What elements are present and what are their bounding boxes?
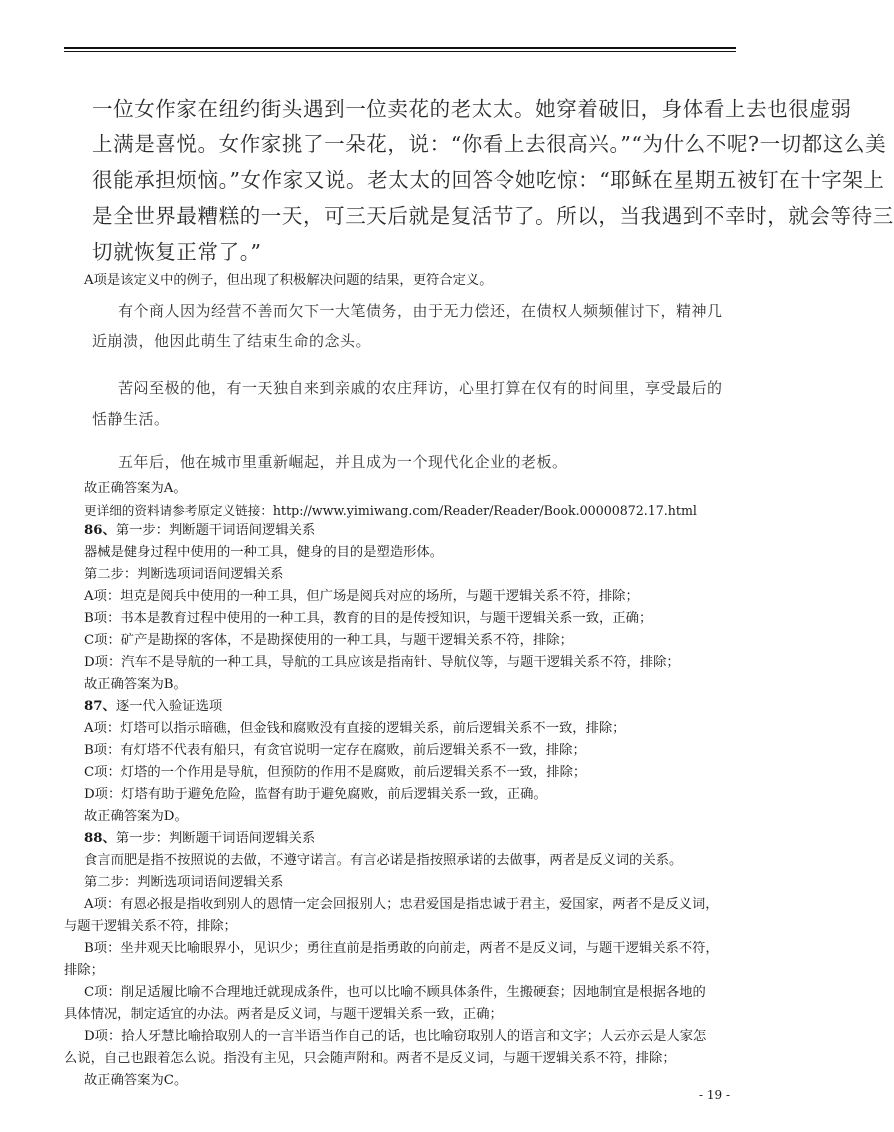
header-rule-bottom	[64, 51, 736, 52]
scan-story-line: 很能承担烦恼。”女作家又说。老太太的回答令她吃惊：“耶稣在星期五被钉在十字架上	[92, 168, 885, 192]
answer-line: 故正确答案为A。	[84, 481, 187, 496]
scan-story-line: 上满是喜悦。女作家挑了一朵花，说：“你看上去很高兴。”“为什么不呢?一切都这么美	[92, 132, 887, 156]
answer-line: 故正确答案为D。	[84, 809, 188, 824]
option-c: C项：矿产是勘探的客体，不是勘探使用的一种工具，与题干逻辑关系不符，排除；	[84, 633, 573, 648]
option-a-continued: 与题干逻辑关系不符，排除；	[64, 919, 237, 934]
step-heading: 第二步：判断选项词语间逻辑关系	[84, 567, 284, 582]
question-87-heading	[84, 696, 222, 718]
scan-story-line: 一位女作家在纽约街头遇到一位卖花的老太太。她穿着破旧，身体看上去也很虚弱	[92, 97, 852, 121]
option-a: A项：坦克是阅兵中使用的一种工具，但广场是阅兵对应的场所，与题干逻辑关系不符，排除；	[84, 589, 639, 604]
option-d-continued: 么说，自己也跟着怎么说。指没有主见，只会随声附和。两者不是反义词，与题干逻辑关系不符，排除；	[64, 1051, 676, 1066]
header-rule-top	[64, 47, 736, 49]
option-d: D项：汽车不是导航的一种工具，导航的工具应该是指南针、导航仪等，与题干逻辑关系不符，排除；	[84, 655, 680, 670]
answer-line: 故正确答案为B。	[84, 677, 187, 692]
note-option-a: A项是该定义中的例子，但出现了积极解决问题的结果，更符合定义。	[84, 273, 493, 288]
page-number: - 19 -	[698, 1088, 730, 1102]
option-d: D项：灯塔有助于避免危险，监督有助于避免腐败，前后逻辑关系一致，正确。	[84, 787, 547, 802]
answer-line: 故正确答案为C。	[84, 1073, 188, 1088]
scan-merchant-line: 苦闷至极的他，有一天独自来到亲戚的农庄拜访，心里打算在仅有的时间里，享受最后的	[118, 379, 723, 397]
scan-merchant-line: 有个商人因为经营不善而欠下一大笔债务，由于无力偿还，在债权人频频催讨下，精神几	[118, 302, 723, 320]
question-number: 87、	[84, 699, 116, 714]
question-number: 86、	[84, 523, 116, 538]
scan-story-line: 切就恢复正常了。”	[92, 240, 262, 264]
question-stem: 食言而肥是指不按照说的去做，不遵守诺言。有言必诺是指按照承诺的去做事，两者是反义词的关系。	[84, 853, 683, 868]
scan-merchant-line: 五年后，他在城市里重新崛起，并且成为一个现代化企业的老板。	[118, 453, 568, 471]
option-c: C项：灯塔的一个作用是导航，但预防的作用不是腐败，前后逻辑关系不一致，排除；	[84, 765, 587, 780]
option-b: B项：有灯塔不代表有船只，有贪官说明一定存在腐败，前后逻辑关系不一致，排除；	[84, 743, 586, 758]
option-a: A项：灯塔可以指示暗礁，但金钱和腐败没有直接的逻辑关系，前后逻辑关系不一致，排除；	[84, 721, 626, 736]
scan-merchant-line: 近崩溃，他因此萌生了结束生命的念头。	[92, 332, 372, 350]
option-b: B项：坐井观天比喻眼界小，见识少；勇往直前是指勇敢的向前走，两者不是反义词，与题干逻辑关系不符，	[84, 941, 719, 956]
option-b-continued: 排除；	[64, 963, 104, 978]
question-heading-text: 逐一代入验证选项	[115, 699, 223, 714]
question-86-heading	[84, 520, 315, 542]
option-d: D项：拾人牙慧比喻拾取别人的一言半语当作自己的话，也比喻窃取别人的语言和文字；人云亦云是人家怎	[84, 1029, 707, 1044]
option-a: A项：有恩必报是指收到别人的恩情一定会回报别人；忠君爱国是指忠诚于君主，爱国家，两者不是反义词，	[84, 897, 719, 912]
question-heading-text: 第一步：判断题干词语间逻辑关系	[115, 523, 316, 538]
option-b: B项：书本是教育过程中使用的一种工具，教育的目的是传授知识，与题干逻辑关系一致，正确；	[84, 611, 653, 626]
option-c: C项：削足适履比喻不合理地迁就现成条件，也可以比喻不顾具体条件，生搬硬套；因地制宜是根据各地的	[84, 985, 706, 1000]
option-c-continued: 具体情况，制定适宜的办法。两者是反义词，与题干逻辑关系一致，正确；	[64, 1007, 503, 1022]
question-number: 88、	[84, 831, 116, 846]
scan-story-line: 是全世界最糟糕的一天，可三天后就是复活节了。所以，当我遇到不幸时，就会等待三	[92, 204, 894, 228]
step-heading: 第二步：判断选项词语间逻辑关系	[84, 875, 284, 890]
question-stem: 器械是健身过程中使用的一种工具，健身的目的是塑造形体。	[84, 545, 444, 560]
question-heading-text: 第一步：判断题干词语间逻辑关系	[115, 831, 316, 846]
reference-link[interactable]: 更详细的资料请参考原定义链接：http://www.yimiwang.com/Reader/Reader/Book.00000872.17.html	[84, 503, 697, 518]
scan-merchant-line: 恬静生活。	[92, 410, 170, 428]
question-88-heading	[84, 828, 315, 850]
